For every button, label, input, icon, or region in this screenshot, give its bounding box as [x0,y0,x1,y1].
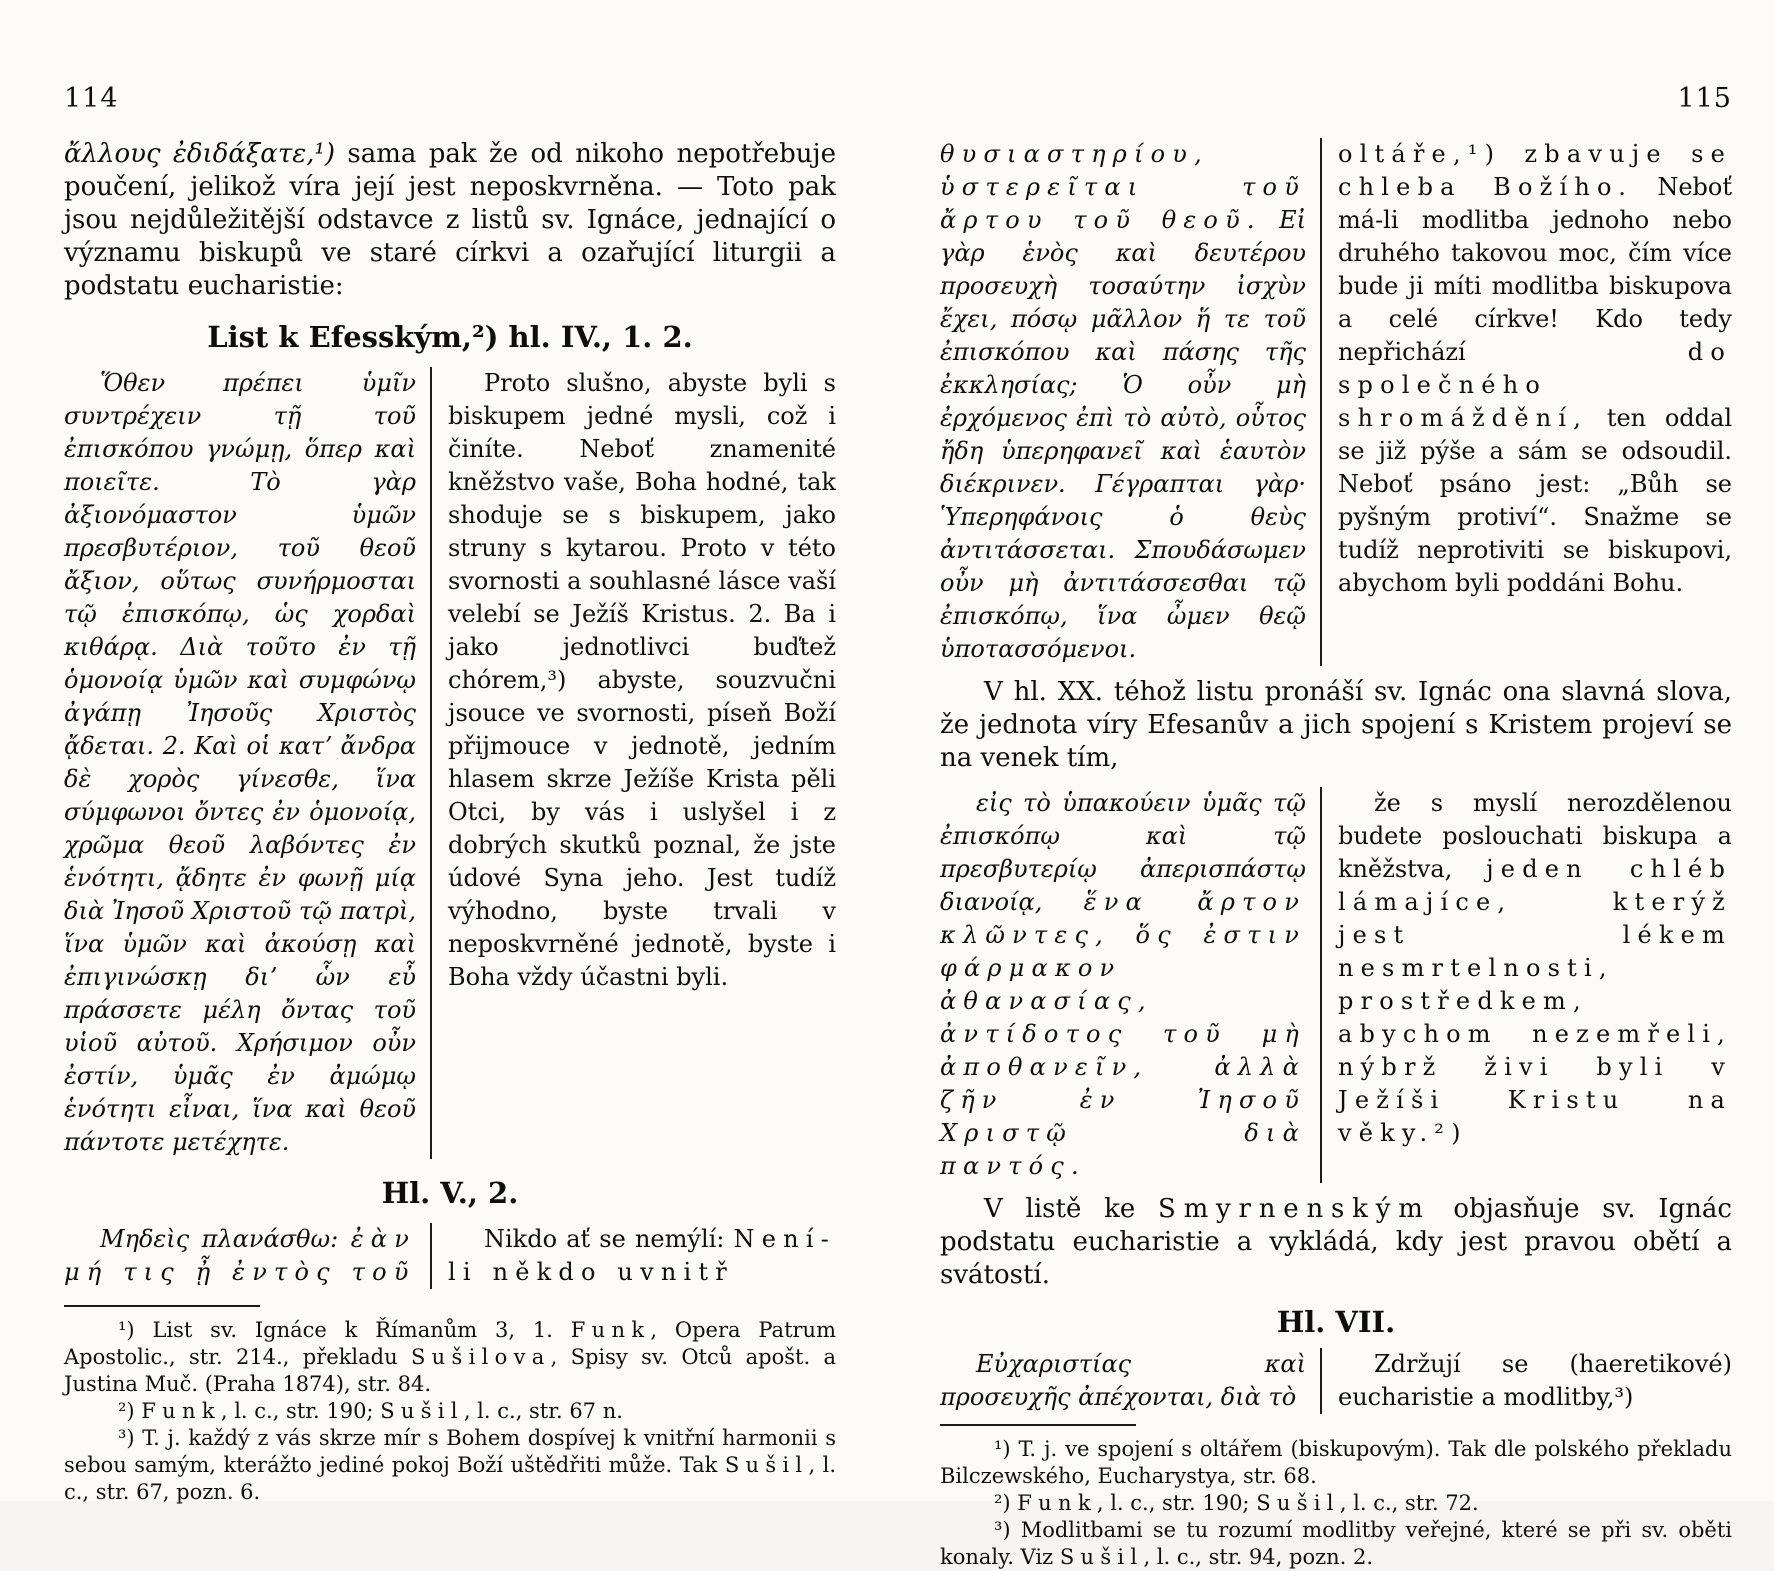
intro-paragraph: ἄλλους ἐδιδάξατε,¹) sama pak že od nikoho nepotřebuje poučení, jelikož víra její jest neposkvrněna. — Toto pak jsou nejdůležitější odstavce z listů sv. Ignáce, jednající o významu biskupů ve staré církvi a ozařující liturgii a podstatu eucharistie: [64,139,836,301]
czech-column-hl-v: Nikdo ať se nemýlí: Není-li někdo uvnitř [448,1225,836,1286]
greek-column-efesskym: Ὅθεν πρέπει ὑμῖν συντρέχειν τῇ τοῦ ἐπισκόπου γνώμῃ, ὅπερ καὶ ποιεῖτε. Τὸ γὰρ ἀξιονόμαστον ὑμῶν πρεσβυτέριον, τοῦ θεοῦ ἄξιον, οὕτως συνήρμοσται τῷ ἐπισκόπῳ, ὡς χορδαὶ κιθάρᾳ. Διὰ τοῦτο ἐν τῇ ὁμονοίᾳ ὑμῶν καὶ συμφώνῳ ἀγάπῃ Ἰησοῦς Χριστὸς ᾄδεται. 2. Καὶ οἱ κατʼ ἄνδρα δὲ χορὸς γίνεσθε, ἵνα σύμφωνοι ὄντες ἐν ὁμονοίᾳ, χρῶμα θεοῦ λαβόντες ἐν ἑνότητι, ᾄδητε ἐν φωνῇ μίᾳ διὰ Ἰησοῦ Χριστοῦ τῷ πατρὶ, ἵνα ὑμῶν καὶ ἀκούσῃ καὶ ἐπιγινώσκῃ διʼ ὧν εὖ πράσσετε μέλη ὄντας τοῦ υἱοῦ αὐτοῦ. Χρήσιμον οὖν ἐστίν, ὑμᾶς ἐν ἀμώμῳ ἑνότητι εἶναι, ἵνα καὶ θεοῦ πάντοτε μετέχητε. [64,367,432,1159]
czech-column-efesskym: Proto slušno, abyste byli s biskupem jedné mysli, což i činíte. Neboť znamenité kněžstvo vaše, Boha hodné, tak shoduje se s biskupem, jako struny s kytarou. Proto v této svornosti a souhlasné lásce vaší velebí se Ježíš Kristus. 2. Ba i jako jednotlivci buďtež chórem,³) abyste, souzvučni jsouce ve svornosti, píseň Boží přijmouce v jednotě, jedním hlasem skrze Ježíše Krista pěli Otci, by vás i uslyšel i z dobrých skutků poznal, že jste údové Syna jeho. Jest tudíž výhodno, byste trvali v neposkvrněné jednotě, byste i Boha vždy účastni byli. [448,369,836,991]
heading-list-k-efesskym: List k Efesským,²) hl. IV., 1. 2. [207,320,693,354]
czech-column-hl-xx: že s myslí nerozdělenou budete poslouchati biskupa a kněžstva, jeden chléb lámajíce, kterýž jest lékem nesmrtelnosti, prostředkem, abychom nezemřeli, nýbrž živi byli v Ježíši Kristu na věky.²) [1338,789,1733,1147]
footnote-3-right: ³) Modlitbami se tu rozumí modlitby veřejné, které se při sv. oběti konaly. Viz Sušil, l. c., str. 94, pozn. 2. [940,1518,1732,1569]
footnotes-left [64,1317,836,1506]
spacer [940,666,1732,676]
footnote-2-right: ²) Funk, l. c., str. 190; Sušil, l. c., str. 72. [994,1491,1479,1515]
heading-hl-vii: Hl. VII. [1276,1305,1396,1339]
footnote-1-right: ¹) T. j. ve spojení s oltářem (biskupovým). Tak dle polského překladu Bilczewského, Eucharystya, str. 68. [940,1437,1732,1488]
footnotes-right [940,1436,1732,1571]
bilingual-block-efesskym [64,367,836,1159]
greek-column-hl-v: Μηδεὶς πλανάσθω: ἐὰν μή τις ᾖ ἐντὸς τοῦ [64,1223,432,1289]
spacer [940,1183,1732,1193]
footnote-1-left: ¹) List sv. Ignáce k Římanům 3, 1. Funk, Opera Patrum Apostolic., str. 214., překladu Sušilova, Spisy sv. Otců apošt. a Justina Muč. (Praha 1874), str. 84. [64,1318,837,1396]
footnote-2-left: ²) Funk, l. c., str. 190; Sušil, l. c., str. 67 n. [118,1399,623,1423]
czech-column-hl-vii: Zdržují se (haeretikové) eucharistie a modlitby,³) [1338,1350,1732,1411]
footnote-rule-right [940,1424,1136,1426]
page-114 [64,84,836,1506]
paragraph-v-hl-xx: V hl. XX. téhož listu pronáší sv. Ignác ona slavná slova, že jednota víry Efesanův a jich spojení s Kristem projeví se na venek tím, [940,677,1732,773]
greek-column-hl-xx: εἰς τὸ ὑπακούειν ὑμᾶς τῷ ἐπισκόπῳ καὶ τῷ πρεσβυτερίῳ ἀπερισπάστῳ διανοίᾳ, ἕνα ἄρτον κλῶντες, ὅς ἐστιν φάρμακον ἀθανασίας, ἀντίδοτος τοῦ μὴ ἀποθανεῖν, ἀλλὰ ζῆν ἐν Ἰησοῦ Χριστῷ διὰ παντός. [940,787,1322,1183]
czech-column-altar: oltáře,¹) zbavuje se chleba Božího. Neboť má-li modlitba jednoho nebo druhého takovou moc, čím více bude ji míti modlitba biskupova a celé církve! Kdo tedy nepřichází do společného shromáždění, ten oddal se již pýše a sám se odsoudil. Neboť psáno jest: „Bůh se pyšným protiví“. Snažme se tudíž neprotiviti se biskupovi, abychom byli poddáni Bohu. [1338,140,1732,597]
greek-column-hl-vii: Εὐχαριστίας καὶ προσευχῆς ἀπέχονται, διὰ τὸ [940,1348,1322,1414]
page-number-left: 114 [64,83,119,114]
bilingual-block-hl-v [64,1223,836,1289]
greek-column-altar: θυσιαστηρίου, ὑστερεῖται τοῦ ἄρτου τοῦ θεοῦ. Εἰ γὰρ ἑνὸς καὶ δευτέρου προσευχὴ τοσαύτην ἰσχὺν ἔχει, πόσῳ μᾶλλον ἥ τε τοῦ ἐπισκόπου καὶ πάσης τῆς ἐκκλησίας; Ὁ οὖν μὴ ἐρχόμενος ἐπὶ τὸ αὐτὸ, οὗτος ἤδη ὑπερηφανεῖ καὶ ἑαυτὸν διέκρινεν. Γέγραπται γὰρ· Ὑπερηφάνοις ὁ θεὺς ἀντιτάσσεται. Σπουδάσωμεν οὖν μὴ ἀντιτάσσεσθαι τῷ ἐπισκόπῳ, ἵνα ὦμεν θεῷ ὑποτασσόμενοι. [940,138,1322,666]
page-number-right: 115 [1677,83,1732,114]
bilingual-block-hl-vii [940,1348,1732,1414]
footnote-3-left: ³) T. j. každý z vás skrze mír s Bohem dospívej k vnitřní harmonii s sebou samým, kterážto jediné pokoj Boží uštědřiti může. Tak Sušil, l. c., str. 67, pozn. 6. [64,1426,836,1504]
bilingual-block-hl-xx [940,787,1732,1183]
footnote-rule-left [64,1305,260,1307]
paragraph-v-liste: V listě ke Smyrnenským objasňuje sv. Ignác podstatu eucharistie a vykládá, kdy jest pravou obětí a svátostí. [940,1194,1732,1290]
heading-hl-v-2: Hl. V., 2. [381,1176,519,1210]
page-115 [940,84,1732,1571]
bilingual-block-altar [940,138,1732,666]
